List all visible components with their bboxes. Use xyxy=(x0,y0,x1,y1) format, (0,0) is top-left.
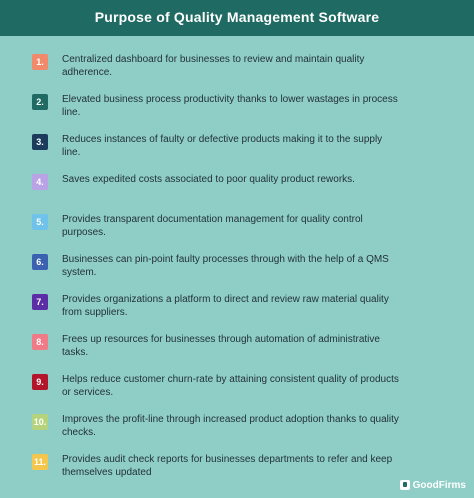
number-badge: 3. xyxy=(32,134,48,150)
number-badge: 11. xyxy=(32,454,48,470)
list-item-text: Centralized dashboard for businesses to review and maintain quality adherence. xyxy=(62,54,365,78)
number-badge: 4. xyxy=(32,174,48,190)
list-item-text: Elevated business process productivity thanks to lower wastages in process line. xyxy=(62,94,398,118)
list-item xyxy=(0,86,474,126)
list-item xyxy=(0,406,474,446)
number-badge: 6. xyxy=(32,254,48,270)
list-item xyxy=(0,326,474,366)
list-item xyxy=(0,46,474,86)
brand-name: GoodFirms xyxy=(412,479,466,491)
number-badge: 9. xyxy=(32,374,48,390)
list-item-text: Saves expedited costs associated to poor quality product reworks. xyxy=(62,174,355,185)
list-item-text: Helps reduce customer churn-rate by attaining consistent quality of products or services. xyxy=(62,374,399,398)
number-badge: 1. xyxy=(32,54,48,70)
number-badge: 5. xyxy=(32,214,48,230)
number-badge: 2. xyxy=(32,94,48,110)
list-item xyxy=(0,286,474,326)
list-item-text: Provides organizations a platform to direct and review raw material quality from suppliers. xyxy=(62,294,389,318)
page-title: Purpose of Quality Management Software xyxy=(94,9,380,25)
list-item xyxy=(0,126,474,166)
list-item xyxy=(0,246,474,286)
list-item xyxy=(0,206,474,246)
number-badge: 10. xyxy=(32,414,48,430)
list-item-text: Improves the profit-line through increased product adoption thanks to quality checks. xyxy=(62,414,399,438)
list-item xyxy=(0,366,474,406)
number-badge: 7. xyxy=(32,294,48,310)
brand-logo xyxy=(400,478,466,492)
list-item-text: Provides audit check reports for businesses departments to refer and keep themselves updated xyxy=(62,454,393,478)
number-badge: 8. xyxy=(32,334,48,350)
goodfirms-icon xyxy=(400,480,410,490)
header-banner xyxy=(0,0,474,36)
list-item-text: Frees up resources for businesses through automation of administrative tasks. xyxy=(62,334,380,358)
list-item-text: Reduces instances of faulty or defective products making it to the supply line. xyxy=(62,134,383,158)
list-item-text: Businesses can pin-point faulty processes through with the help of a QMS system. xyxy=(62,254,389,278)
list-item xyxy=(0,166,474,206)
list-item-text: Provides transparent documentation management for quality control purposes. xyxy=(62,214,363,238)
